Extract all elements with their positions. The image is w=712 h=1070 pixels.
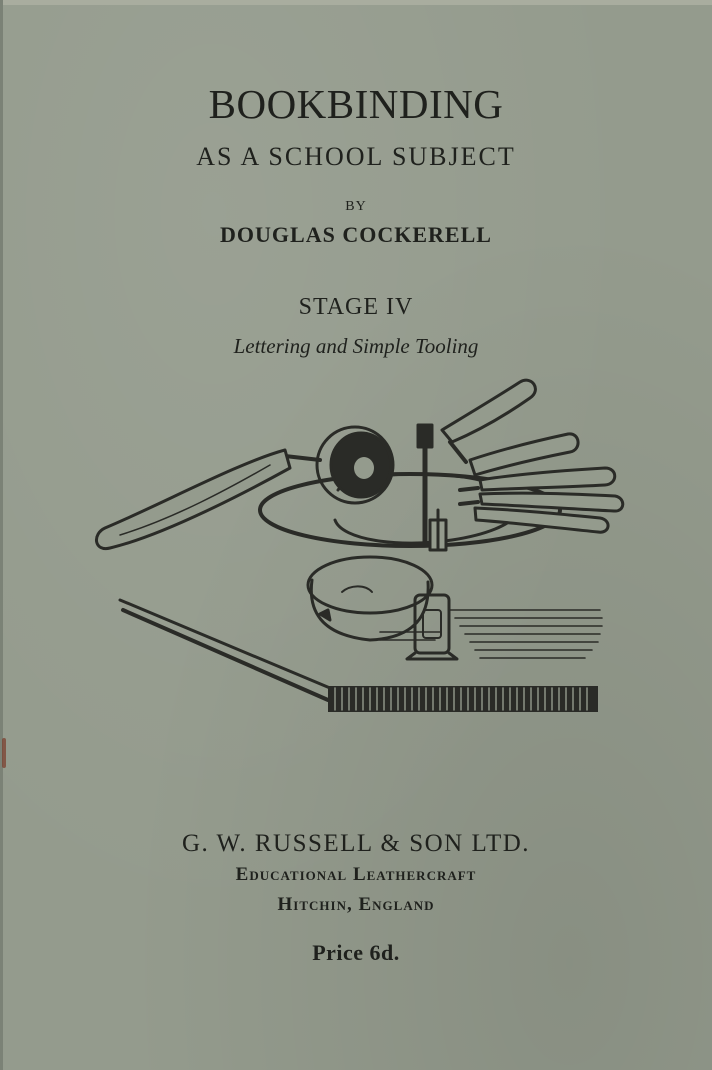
cover-stain xyxy=(2,738,6,768)
author-name: DOUGLAS COCKERELL xyxy=(220,222,492,247)
stage-subtitle: Lettering and Simple Tooling xyxy=(233,334,479,358)
cover-title: BOOKBINDING xyxy=(208,81,504,127)
table-board xyxy=(120,600,598,712)
stove-base xyxy=(308,557,457,659)
cover-top-edge xyxy=(0,0,712,5)
stage-heading: STAGE IV xyxy=(298,294,414,320)
publisher-name: G. W. RUSSELL & SON LTD. xyxy=(181,830,531,857)
publisher-tagline: Educational Leathercraft xyxy=(235,864,477,885)
finishing-stove-with-tools-illustration xyxy=(80,370,640,730)
wheel-tool xyxy=(96,427,393,549)
price-label: Price 6d. xyxy=(312,940,400,965)
publisher-location: Hitchin, England xyxy=(277,894,435,915)
cover-subtitle: AS A SCHOOL SUBJECT xyxy=(196,142,516,171)
table-shading xyxy=(380,610,602,658)
by-line: BY xyxy=(345,199,367,214)
finishing-tools xyxy=(418,380,623,550)
